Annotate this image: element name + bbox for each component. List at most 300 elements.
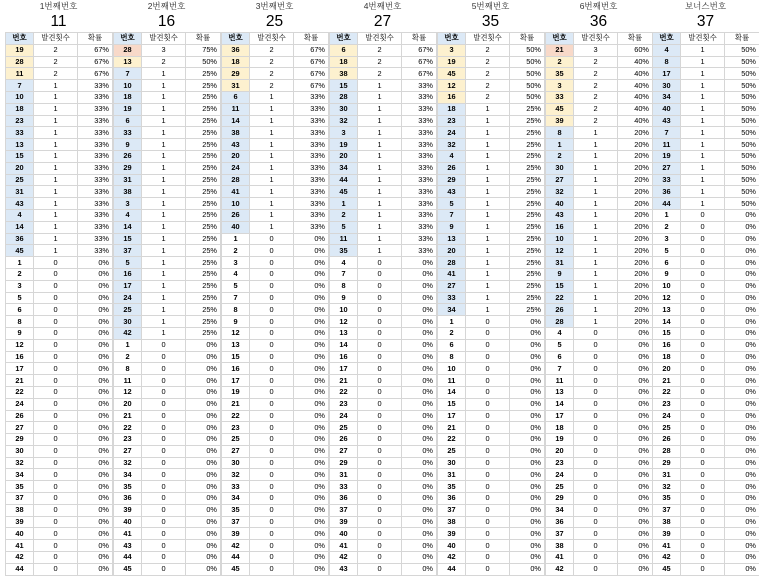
prob-cell: 0%	[725, 410, 759, 422]
prob-cell: 25%	[186, 245, 221, 257]
count-cell: 0	[574, 445, 618, 457]
prob-cell: 0%	[78, 445, 113, 457]
header-num: 번호	[653, 33, 681, 45]
table-row	[114, 56, 221, 68]
count-cell: 0	[358, 434, 402, 446]
count-cell: 1	[34, 150, 78, 162]
prob-cell: 0%	[510, 563, 545, 575]
prob-cell: 25%	[186, 221, 221, 233]
prob-cell: 67%	[402, 68, 437, 80]
table-row	[653, 233, 759, 245]
number-cell: 7	[546, 363, 574, 375]
table-row	[114, 351, 221, 363]
table-row	[546, 268, 653, 280]
table-row	[438, 139, 545, 151]
number-cell: 40	[114, 516, 142, 528]
number-cell: 34	[222, 493, 250, 505]
prob-cell: 0%	[725, 434, 759, 446]
count-cell: 0	[574, 528, 618, 540]
number-cell: 24	[114, 292, 142, 304]
number-cell: 27	[546, 174, 574, 186]
table-row	[6, 493, 113, 505]
table-row	[330, 398, 437, 410]
number-cell: 16	[653, 339, 681, 351]
table-row	[6, 115, 113, 127]
count-cell: 0	[142, 375, 186, 387]
prob-cell: 20%	[618, 209, 653, 221]
table-row	[330, 280, 437, 292]
table-row	[114, 563, 221, 575]
number-cell: 38	[6, 504, 34, 516]
count-cell: 0	[142, 481, 186, 493]
prob-cell: 20%	[618, 268, 653, 280]
table-row	[222, 198, 329, 210]
number-cell: 18	[222, 56, 250, 68]
prob-cell: 0%	[725, 209, 759, 221]
table-row	[330, 91, 437, 103]
prob-cell: 60%	[618, 44, 653, 56]
number-cell: 37	[653, 504, 681, 516]
number-cell: 39	[546, 115, 574, 127]
count-cell: 0	[466, 445, 510, 457]
count-cell: 0	[358, 292, 402, 304]
prob-cell: 0%	[294, 292, 329, 304]
prob-cell: 0%	[186, 481, 221, 493]
number-cell: 24	[6, 398, 34, 410]
prob-cell: 33%	[294, 221, 329, 233]
number-cell: 38	[438, 516, 466, 528]
number-cell: 43	[114, 540, 142, 552]
table-row	[546, 516, 653, 528]
prob-cell: 25%	[510, 139, 545, 151]
table-row	[653, 386, 759, 398]
prob-cell: 25%	[186, 257, 221, 269]
table-row	[6, 445, 113, 457]
number-cell: 35	[330, 245, 358, 257]
prob-cell: 0%	[725, 316, 759, 328]
count-cell: 1	[466, 174, 510, 186]
prob-cell: 25%	[510, 209, 545, 221]
count-cell: 0	[250, 268, 294, 280]
count-cell: 0	[466, 481, 510, 493]
count-cell: 1	[358, 174, 402, 186]
count-cell: 1	[466, 292, 510, 304]
number-cell: 35	[438, 481, 466, 493]
count-cell: 0	[142, 434, 186, 446]
prob-cell: 0%	[78, 339, 113, 351]
header-count: 발견횟수	[574, 33, 618, 45]
table-row	[6, 528, 113, 540]
group-value: 11	[5, 12, 112, 32]
count-cell: 0	[34, 386, 78, 398]
table-row	[6, 280, 113, 292]
number-cell: 28	[653, 445, 681, 457]
prob-cell: 20%	[618, 257, 653, 269]
prob-cell: 0%	[294, 422, 329, 434]
prob-cell: 40%	[618, 103, 653, 115]
table-row	[330, 56, 437, 68]
table-row	[222, 103, 329, 115]
prob-cell: 33%	[294, 150, 329, 162]
prob-cell: 25%	[510, 127, 545, 139]
table-row	[222, 68, 329, 80]
table-row	[6, 80, 113, 92]
number-cell: 12	[438, 80, 466, 92]
table-row	[330, 268, 437, 280]
number-cell: 29	[330, 457, 358, 469]
table-row	[114, 80, 221, 92]
number-cell: 28	[114, 44, 142, 56]
number-cell: 17	[438, 410, 466, 422]
number-cell: 16	[6, 351, 34, 363]
prob-cell: 25%	[510, 257, 545, 269]
count-cell: 1	[142, 186, 186, 198]
table-row	[6, 316, 113, 328]
table-row	[222, 563, 329, 575]
table-row	[222, 186, 329, 198]
table-row	[438, 445, 545, 457]
number-cell: 9	[114, 139, 142, 151]
table-row	[653, 139, 759, 151]
header-count: 발견횟수	[34, 33, 78, 45]
number-cell: 5	[330, 221, 358, 233]
number-cell: 1	[6, 257, 34, 269]
table-row	[438, 233, 545, 245]
number-cell: 18	[330, 56, 358, 68]
count-cell: 0	[681, 516, 725, 528]
count-cell: 0	[358, 540, 402, 552]
count-cell: 1	[142, 245, 186, 257]
table-row	[330, 339, 437, 351]
number-cell: 8	[6, 316, 34, 328]
number-cell: 7	[6, 80, 34, 92]
count-cell: 0	[142, 339, 186, 351]
count-cell: 0	[34, 375, 78, 387]
prob-cell: 0%	[402, 434, 437, 446]
count-cell: 0	[250, 257, 294, 269]
number-cell: 11	[438, 375, 466, 387]
prob-cell: 0%	[186, 339, 221, 351]
table-row	[438, 540, 545, 552]
prob-cell: 33%	[78, 150, 113, 162]
prob-cell: 0%	[402, 316, 437, 328]
number-cell: 1	[222, 233, 250, 245]
number-cell: 42	[330, 552, 358, 564]
header-row	[330, 33, 437, 45]
number-cell: 32	[438, 139, 466, 151]
count-cell: 1	[358, 127, 402, 139]
table-row	[114, 292, 221, 304]
table-row	[330, 528, 437, 540]
number-cell: 10	[438, 363, 466, 375]
count-cell: 0	[250, 493, 294, 505]
header-prob: 확률	[510, 33, 545, 45]
prob-cell: 0%	[618, 398, 653, 410]
count-cell: 0	[142, 457, 186, 469]
prob-cell: 25%	[510, 280, 545, 292]
number-cell: 25	[6, 174, 34, 186]
prob-cell: 0%	[725, 268, 759, 280]
table-row	[114, 386, 221, 398]
count-cell: 1	[681, 150, 725, 162]
table-row	[330, 552, 437, 564]
prob-cell: 50%	[725, 103, 759, 115]
prob-cell: 0%	[402, 516, 437, 528]
table-row	[653, 375, 759, 387]
prob-cell: 25%	[510, 292, 545, 304]
number-cell: 33	[330, 481, 358, 493]
count-cell: 0	[34, 540, 78, 552]
count-cell: 0	[250, 481, 294, 493]
number-cell: 19	[653, 150, 681, 162]
count-cell: 1	[142, 209, 186, 221]
table-row	[330, 363, 437, 375]
count-cell: 0	[358, 493, 402, 505]
count-cell: 1	[466, 115, 510, 127]
prob-cell: 50%	[725, 162, 759, 174]
table-row	[222, 304, 329, 316]
table-row	[546, 339, 653, 351]
count-cell: 1	[34, 198, 78, 210]
prob-cell: 0%	[294, 280, 329, 292]
number-cell: 43	[330, 563, 358, 575]
table-row	[6, 457, 113, 469]
count-cell: 0	[574, 493, 618, 505]
count-cell: 0	[466, 457, 510, 469]
number-cell: 11	[222, 103, 250, 115]
number-cell: 24	[546, 469, 574, 481]
prob-cell: 40%	[618, 68, 653, 80]
prob-cell: 75%	[186, 44, 221, 56]
count-cell: 1	[681, 198, 725, 210]
table-row	[438, 245, 545, 257]
prob-cell: 0%	[510, 540, 545, 552]
number-cell: 28	[438, 257, 466, 269]
number-cell: 30	[653, 80, 681, 92]
count-cell: 1	[358, 209, 402, 221]
prob-cell: 0%	[186, 422, 221, 434]
prob-cell: 20%	[618, 198, 653, 210]
count-cell: 1	[250, 162, 294, 174]
count-cell: 1	[466, 162, 510, 174]
prob-cell: 0%	[294, 445, 329, 457]
count-cell: 0	[358, 339, 402, 351]
prob-cell: 0%	[402, 268, 437, 280]
number-cell: 10	[222, 198, 250, 210]
count-cell: 1	[574, 150, 618, 162]
header-row	[222, 33, 329, 45]
prob-cell: 0%	[78, 528, 113, 540]
table-row	[6, 257, 113, 269]
table-row	[330, 44, 437, 56]
prob-cell: 0%	[78, 304, 113, 316]
count-cell: 1	[142, 80, 186, 92]
prob-cell: 25%	[186, 186, 221, 198]
count-cell: 1	[681, 186, 725, 198]
number-cell: 2	[222, 245, 250, 257]
count-cell: 0	[681, 528, 725, 540]
table-row	[114, 268, 221, 280]
prob-cell: 0%	[725, 540, 759, 552]
prob-cell: 0%	[402, 351, 437, 363]
count-cell: 1	[142, 304, 186, 316]
number-cell: 9	[438, 221, 466, 233]
count-cell: 1	[574, 174, 618, 186]
prob-cell: 25%	[510, 162, 545, 174]
prob-cell: 0%	[186, 552, 221, 564]
table-row	[330, 245, 437, 257]
table-row	[6, 221, 113, 233]
prob-cell: 0%	[402, 257, 437, 269]
number-cell: 1	[330, 198, 358, 210]
table-row	[653, 68, 759, 80]
table-row	[114, 316, 221, 328]
number-cell: 36	[114, 493, 142, 505]
number-cell: 24	[330, 410, 358, 422]
prob-cell: 33%	[78, 209, 113, 221]
number-cell: 8	[330, 280, 358, 292]
count-cell: 1	[34, 174, 78, 186]
prob-cell: 33%	[294, 186, 329, 198]
prob-cell: 0%	[510, 386, 545, 398]
prob-cell: 25%	[186, 280, 221, 292]
table-row	[222, 386, 329, 398]
table-row	[222, 221, 329, 233]
number-cell: 22	[330, 386, 358, 398]
count-cell: 1	[466, 233, 510, 245]
header-count: 발견횟수	[250, 33, 294, 45]
count-cell: 0	[466, 493, 510, 505]
number-cell: 18	[546, 422, 574, 434]
table-row	[6, 150, 113, 162]
count-cell: 0	[142, 493, 186, 505]
count-cell: 1	[681, 139, 725, 151]
table-row	[222, 375, 329, 387]
prob-cell: 0%	[725, 398, 759, 410]
number-cell: 26	[330, 434, 358, 446]
prob-cell: 0%	[725, 445, 759, 457]
prob-cell: 25%	[510, 221, 545, 233]
count-cell: 0	[358, 445, 402, 457]
table-row	[114, 162, 221, 174]
count-cell: 0	[466, 504, 510, 516]
number-cell: 29	[653, 457, 681, 469]
table-row	[438, 150, 545, 162]
table-row	[438, 552, 545, 564]
frequency-table	[329, 32, 437, 576]
number-cell: 5	[222, 280, 250, 292]
number-cell: 35	[222, 504, 250, 516]
prob-cell: 0%	[294, 233, 329, 245]
number-cell: 9	[546, 268, 574, 280]
number-cell: 43	[6, 198, 34, 210]
number-cell: 32	[546, 186, 574, 198]
table-row	[222, 540, 329, 552]
prob-cell: 0%	[78, 504, 113, 516]
prob-cell: 25%	[186, 80, 221, 92]
number-cell: 4	[114, 209, 142, 221]
count-cell: 1	[466, 186, 510, 198]
table-row	[6, 304, 113, 316]
table-row	[653, 563, 759, 575]
header-num: 번호	[330, 33, 358, 45]
number-cell: 45	[546, 103, 574, 115]
header-count: 발견횟수	[466, 33, 510, 45]
number-cell: 10	[546, 233, 574, 245]
prob-cell: 0%	[510, 552, 545, 564]
table-row	[330, 150, 437, 162]
prob-cell: 0%	[186, 457, 221, 469]
table-row	[222, 422, 329, 434]
table-row	[546, 245, 653, 257]
count-cell: 0	[466, 410, 510, 422]
table-row	[438, 257, 545, 269]
table-row	[222, 457, 329, 469]
table-row	[222, 139, 329, 151]
prob-cell: 0%	[78, 375, 113, 387]
count-cell: 0	[142, 469, 186, 481]
header-row	[653, 33, 759, 45]
number-cell: 36	[438, 493, 466, 505]
table-row	[114, 91, 221, 103]
number-cell: 14	[6, 221, 34, 233]
count-cell: 1	[34, 186, 78, 198]
count-cell: 0	[466, 540, 510, 552]
number-cell: 35	[546, 68, 574, 80]
table-row	[546, 115, 653, 127]
prob-cell: 0%	[402, 339, 437, 351]
number-cell: 15	[6, 150, 34, 162]
table-row	[546, 375, 653, 387]
prob-cell: 25%	[510, 103, 545, 115]
number-cell: 20	[546, 445, 574, 457]
number-cell: 44	[222, 552, 250, 564]
table-row	[438, 304, 545, 316]
count-cell: 0	[142, 504, 186, 516]
table-row	[330, 351, 437, 363]
prob-cell: 33%	[294, 162, 329, 174]
prob-cell: 25%	[186, 91, 221, 103]
prob-cell: 0%	[78, 563, 113, 575]
prob-cell: 25%	[510, 174, 545, 186]
number-cell: 41	[6, 540, 34, 552]
number-cell: 11	[330, 233, 358, 245]
count-cell: 0	[358, 504, 402, 516]
prob-cell: 0%	[294, 516, 329, 528]
table-row	[330, 115, 437, 127]
table-row	[330, 540, 437, 552]
table-row	[330, 221, 437, 233]
number-cell: 14	[438, 386, 466, 398]
number-cell: 33	[222, 481, 250, 493]
prob-cell: 0%	[294, 457, 329, 469]
table-row	[114, 339, 221, 351]
prob-cell: 25%	[186, 292, 221, 304]
table-row	[330, 103, 437, 115]
count-cell: 1	[574, 268, 618, 280]
table-row	[546, 363, 653, 375]
count-cell: 0	[34, 528, 78, 540]
group-value: 27	[329, 12, 436, 32]
prob-cell: 25%	[186, 327, 221, 339]
number-cell: 4	[222, 268, 250, 280]
prob-cell: 0%	[402, 563, 437, 575]
prob-cell: 0%	[186, 375, 221, 387]
prob-cell: 0%	[186, 469, 221, 481]
table-row	[653, 198, 759, 210]
prob-cell: 0%	[186, 363, 221, 375]
table-row	[653, 422, 759, 434]
